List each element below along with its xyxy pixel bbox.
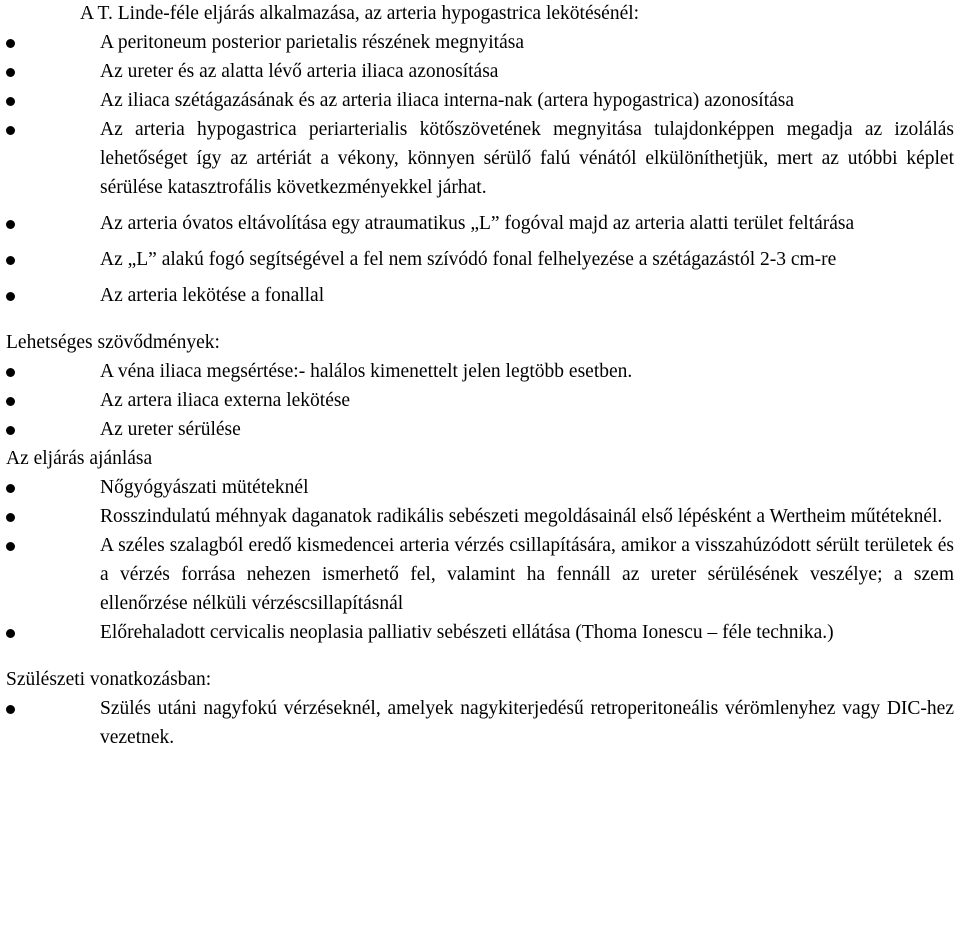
- bullet-icon: [6, 542, 15, 551]
- recommendation-list: [6, 473, 954, 647]
- list-item: Szülés utáni nagyfokú vérzéseknél, amelyek nagykiterjedésű retroperitoneális vérömlenyhez vagy DIC-hez vezetnek.: [6, 694, 954, 752]
- list-item: Rosszindulatú méhnyak daganatok radikális sebészeti megoldásainál első lépésként a Wertheim műtéteknél.: [6, 502, 954, 531]
- bullet-icon: [6, 426, 15, 435]
- procedure-steps-list: [6, 28, 954, 310]
- list-item: Előrehaladott cervicalis neoplasia palliativ sebészeti ellátása (Thoma Ionescu – féle technika.): [6, 618, 954, 647]
- document-title: A T. Linde-féle eljárás alkalmazása, az arteria hypogastrica lekötésénél:: [80, 3, 640, 24]
- list-item: Az ureter és az alatta lévő arteria iliaca azonosítása: [6, 57, 954, 86]
- complications-heading: Lehetséges szövődmények:: [6, 332, 220, 353]
- bullet-icon: [6, 256, 15, 265]
- list-item: A peritoneum posterior parietalis részének megnyitása: [6, 28, 954, 57]
- list-item: Az arteria lekötése a fonallal: [6, 281, 954, 310]
- spacer: [6, 310, 954, 328]
- bullet-icon: [6, 484, 15, 493]
- list-item: A véna iliaca megsértése:- halálos kimenettelt jelen legtöbb esetben.: [6, 357, 954, 386]
- list-item: Az arteria hypogastrica periarterialis kötőszövetének megnyitása tulajdonképpen megadja az izolálás lehetőséget így az artériát a vékony, könnyen sérülő falú vénától elkülöníthetjük, mert az utóbbi képlet sérülése katasztrofális következményekkel járhat.: [6, 115, 954, 202]
- bullet-icon: [6, 97, 15, 106]
- bullet-icon: [6, 68, 15, 77]
- bullet-icon: [6, 126, 15, 135]
- bullet-icon: [6, 513, 15, 522]
- list-item: Az „L” alakú fogó segítségével a fel nem szívódó fonal felhelyezése a szétágazástól 2-3 cm-re: [6, 245, 954, 274]
- bullet-icon: [6, 705, 15, 714]
- spacer: [6, 647, 954, 665]
- bullet-icon: [6, 39, 15, 48]
- recommendation-heading: Az eljárás ajánlása: [6, 448, 153, 469]
- obstetric-heading: Szülészeti vonatkozásban:: [6, 669, 212, 690]
- bullet-icon: [6, 220, 15, 229]
- list-item: Az artera iliaca externa lekötése: [6, 386, 954, 415]
- obstetric-list: [6, 694, 954, 752]
- list-item: Az ureter sérülése: [6, 415, 954, 444]
- list-item: Nőgyógyászati mütéteknél: [6, 473, 954, 502]
- list-item: Az arteria óvatos eltávolítása egy atraumatikus „L” fogóval majd az arteria alatti terület feltárása: [6, 209, 954, 238]
- bullet-icon: [6, 397, 15, 406]
- bullet-icon: [6, 629, 15, 638]
- list-item: Az iliaca szétágazásának és az arteria iliaca interna-nak (artera hypogastrica) azonosítása: [6, 86, 954, 115]
- complications-list: [6, 357, 954, 444]
- bullet-icon: [6, 368, 15, 377]
- list-item: A széles szalagból eredő kismedencei arteria vérzés csillapítására, amikor a visszahúzódott sérült területek és a vérzés forrása nehezen ismerhető fel, valamint ha fennáll az ureter sérülésének veszélye; a szem ellenőrzése nélküli vérzéscsillapításnál: [6, 531, 954, 618]
- bullet-icon: [6, 292, 15, 301]
